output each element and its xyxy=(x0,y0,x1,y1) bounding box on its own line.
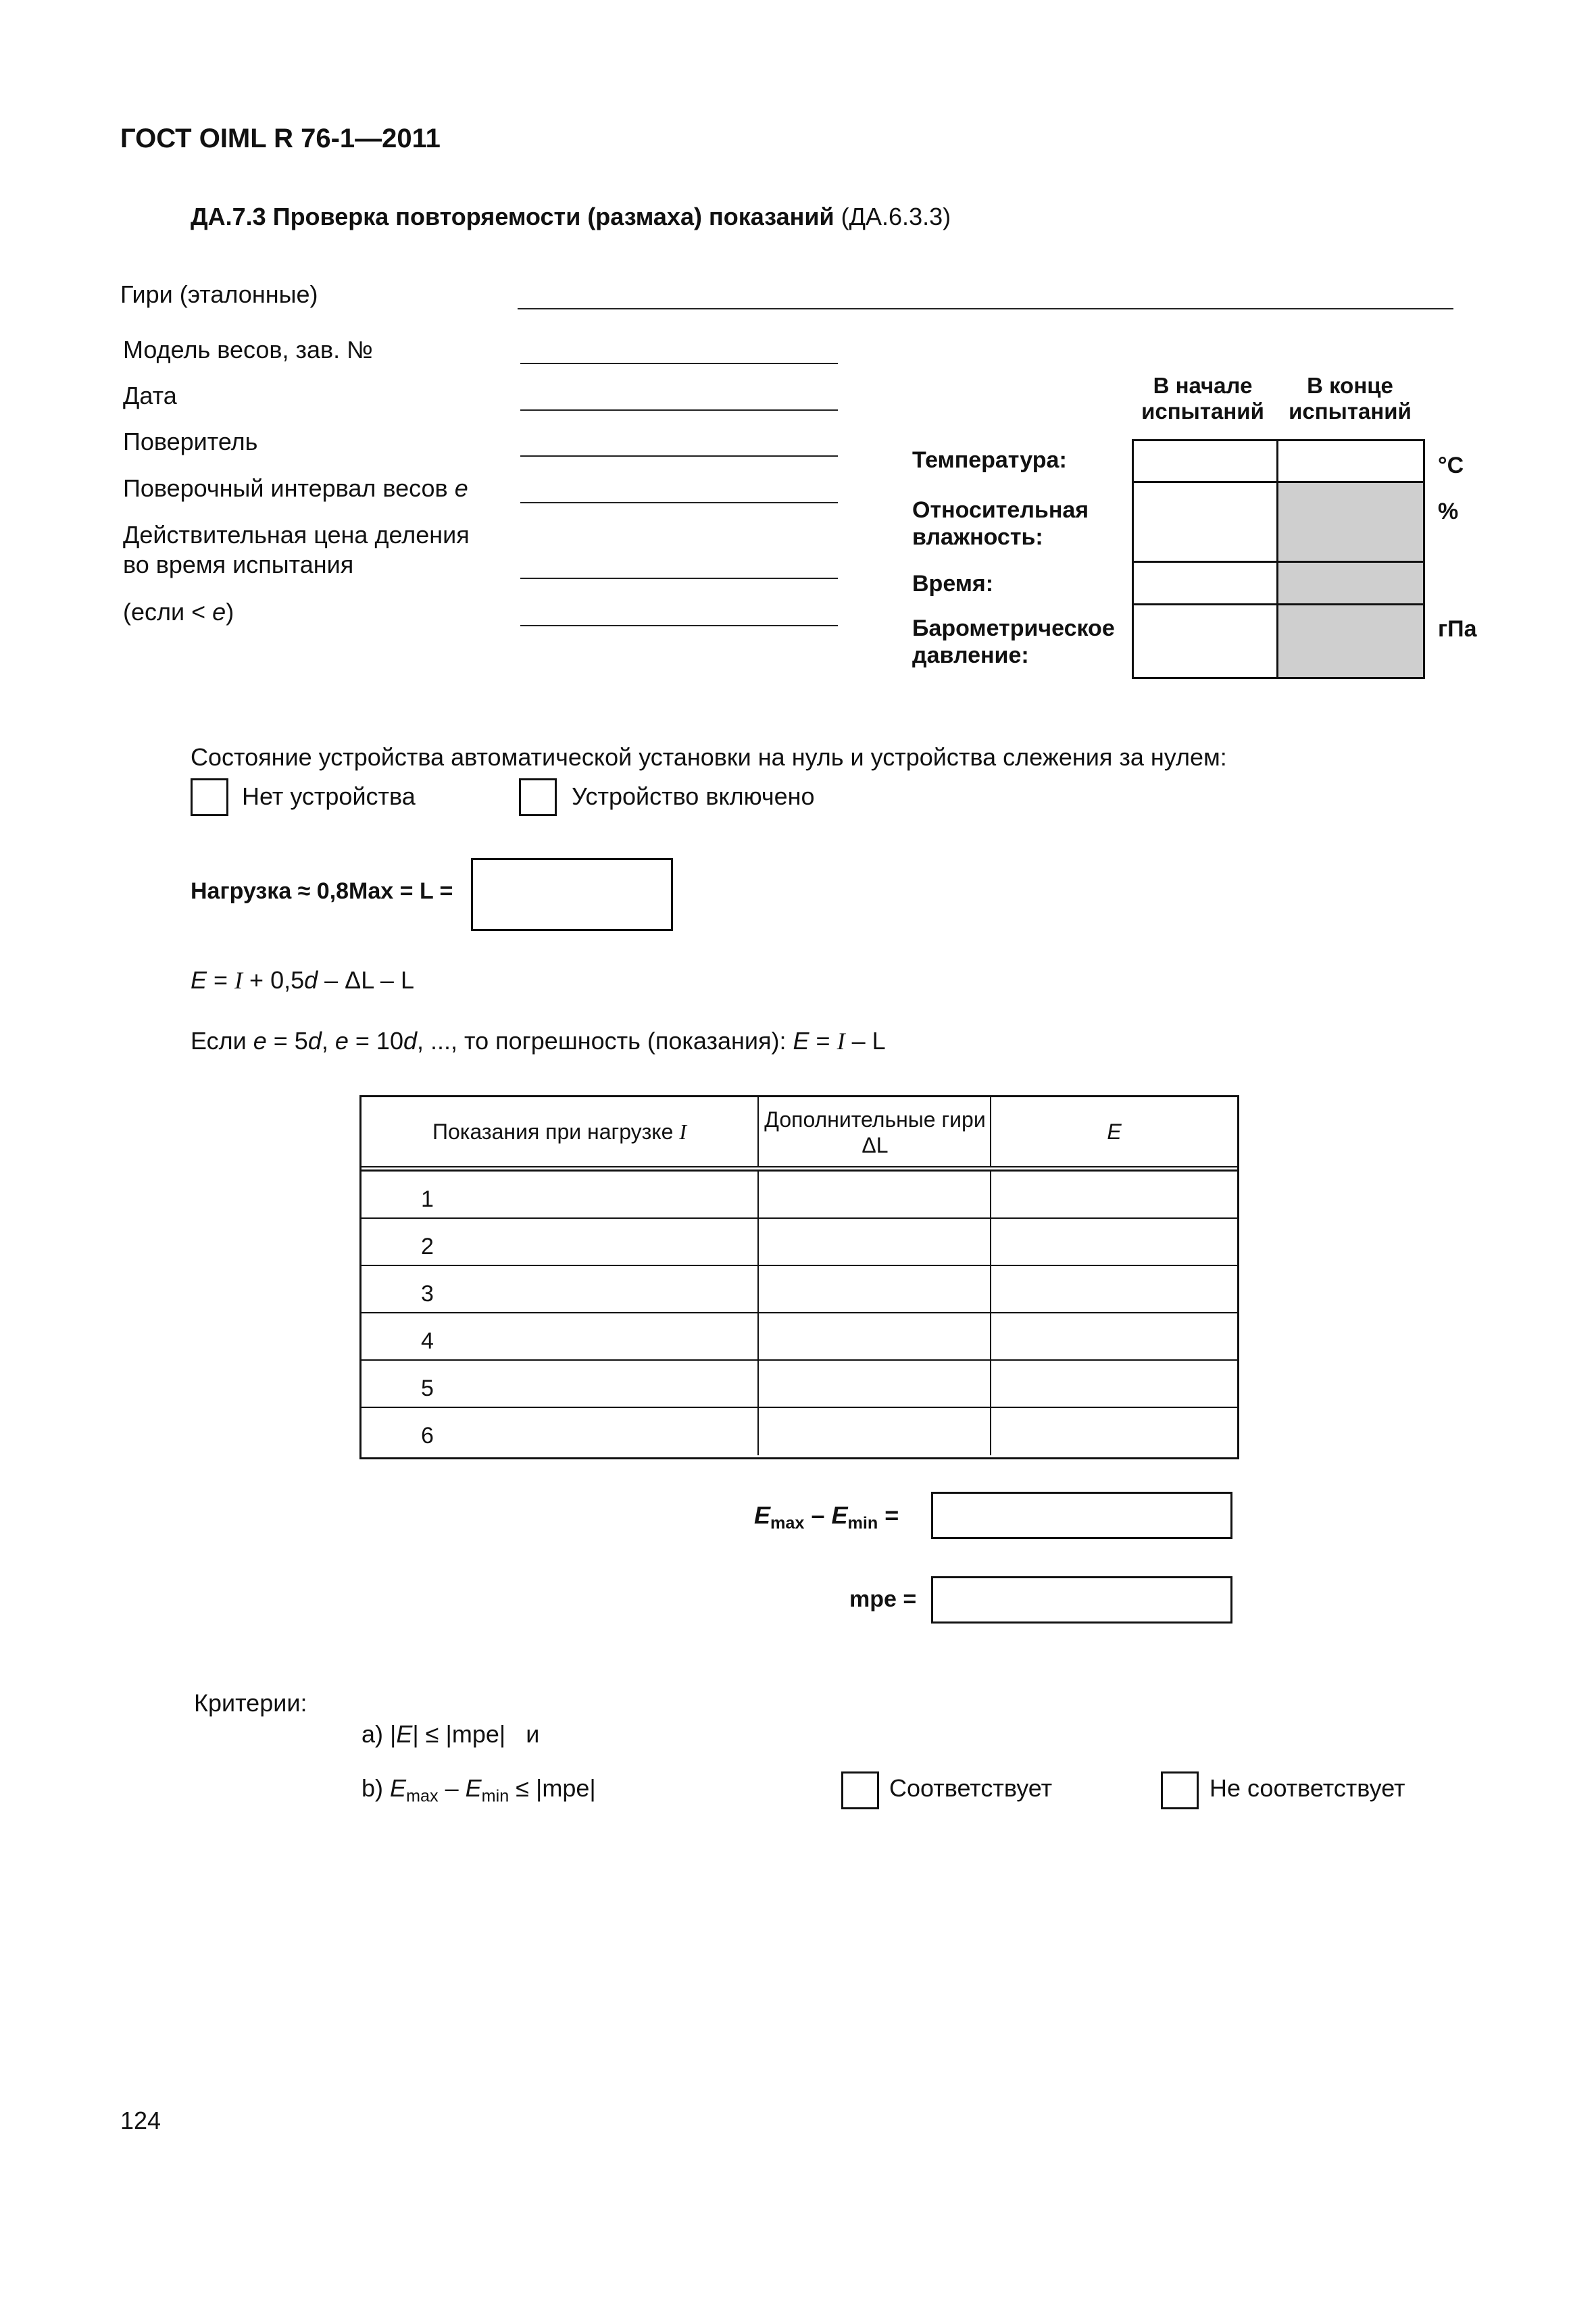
additional-weight-cell[interactable] xyxy=(759,1219,991,1265)
f2-d1: d xyxy=(307,1027,322,1055)
f2-p4: = 10 xyxy=(348,1027,403,1055)
header-readings xyxy=(361,1097,759,1166)
crit-b-rest: ≤ |mpe| xyxy=(509,1774,596,1802)
temperature-start-cell[interactable] xyxy=(1134,441,1278,483)
model-label: Модель весов, зав. № xyxy=(123,336,373,363)
f2-p3: , xyxy=(321,1027,335,1055)
error-cell[interactable] xyxy=(991,1361,1237,1407)
error-cell[interactable] xyxy=(991,1313,1237,1359)
header-readings-text: Показания при нагрузке xyxy=(432,1119,674,1144)
if-less-variable: e xyxy=(212,598,226,626)
crit-b-s1: max xyxy=(406,1786,439,1806)
time-label: Время: xyxy=(912,571,994,597)
load-value-field[interactable] xyxy=(471,858,673,931)
f2-p2: = 5 xyxy=(266,1027,308,1055)
reading-number: 6 xyxy=(361,1408,759,1455)
device-on-checkbox[interactable] xyxy=(519,778,557,816)
actual-division-label-line2: во время испытания xyxy=(123,551,354,578)
section-title xyxy=(191,203,951,231)
fail-checkbox[interactable] xyxy=(1161,1771,1199,1809)
interval-variable: e xyxy=(454,474,468,502)
results-eq: = xyxy=(878,1501,899,1529)
error-cell[interactable] xyxy=(991,1408,1237,1455)
fail-label: Не соответствует xyxy=(1210,1774,1405,1802)
document-code: ГОСТ OIML R 76-1—2011 xyxy=(120,124,441,153)
crit-b-e2: E xyxy=(465,1774,482,1802)
formula1-rest1: = xyxy=(207,966,235,994)
pass-checkbox[interactable] xyxy=(841,1771,879,1809)
formula-error xyxy=(191,966,414,995)
formula-condition xyxy=(191,1027,886,1055)
zero-device-label: Состояние устройства автоматической установки на нуль и устройства слежения за нулем: xyxy=(191,743,1227,771)
table-row xyxy=(361,1313,1237,1361)
formula1-e: E xyxy=(191,966,207,994)
formula1-rest2: + 0,5 xyxy=(243,966,305,994)
pressure-end-cell xyxy=(1278,605,1423,677)
crit-a-rest: | ≤ |mpe| и xyxy=(412,1720,540,1748)
header-additional-weights: Дополнительные гири ΔL xyxy=(764,1107,986,1157)
f2-e1: e xyxy=(253,1027,267,1055)
time-end-cell xyxy=(1278,563,1423,605)
header-divider xyxy=(361,1166,1237,1167)
header-readings-var: I xyxy=(679,1119,687,1144)
if-less-label xyxy=(123,598,234,626)
criterion-a xyxy=(361,1720,539,1749)
emax-emin-field[interactable] xyxy=(931,1492,1232,1539)
pressure-start-cell[interactable] xyxy=(1134,605,1278,677)
humidity-unit: % xyxy=(1438,499,1459,524)
col-end-header: В конце испытаний xyxy=(1289,373,1412,424)
f2-p1: Если xyxy=(191,1027,253,1055)
formula1-i: I xyxy=(234,967,243,994)
device-on-label: Устройство включено xyxy=(572,782,815,810)
actual-division-label-line1: Действительная цена деления xyxy=(123,521,470,549)
formula1-rest3: – ΔL – L xyxy=(318,966,414,994)
model-field[interactable] xyxy=(520,363,838,364)
conditions-grid xyxy=(1132,439,1425,679)
header-col2-border xyxy=(759,1097,991,1166)
crit-b-s2: min xyxy=(481,1786,509,1806)
table-row xyxy=(361,1408,1237,1455)
time-start-cell[interactable] xyxy=(1134,563,1278,605)
readings-table xyxy=(359,1095,1239,1459)
additional-weight-cell[interactable] xyxy=(759,1361,991,1407)
reading-number: 2 xyxy=(361,1219,759,1265)
f2-p7: – L xyxy=(845,1027,886,1055)
f2-p6: = xyxy=(809,1027,837,1055)
humidity-start-cell[interactable] xyxy=(1134,483,1278,563)
table-row xyxy=(361,1266,1237,1313)
date-field[interactable] xyxy=(520,409,838,411)
humidity-end-cell xyxy=(1278,483,1423,563)
col-start-header: В начале испытаний xyxy=(1141,373,1264,424)
temperature-end-cell[interactable] xyxy=(1278,441,1423,483)
pressure-label: Барометрическое давление: xyxy=(912,615,1115,668)
page-number: 124 xyxy=(120,2107,161,2134)
humidity-label: Относительная влажность: xyxy=(912,497,1089,550)
error-cell[interactable] xyxy=(991,1266,1237,1312)
actual-division-field[interactable] xyxy=(520,578,838,579)
results-dash: – xyxy=(804,1501,832,1529)
interval-label xyxy=(123,474,468,503)
section-reference: (ДА.6.3.3) xyxy=(841,203,951,230)
verifier-field[interactable] xyxy=(520,455,838,457)
emin-sub: min xyxy=(847,1513,878,1533)
verifier-label: Поверитель xyxy=(123,428,258,455)
additional-weight-cell[interactable] xyxy=(759,1172,991,1217)
emin-var: E xyxy=(831,1501,848,1529)
pass-label: Соответствует xyxy=(889,1774,1053,1802)
if-less-text: (если < xyxy=(123,598,206,626)
criteria-label: Критерии: xyxy=(194,1689,307,1717)
pressure-unit: гПа xyxy=(1438,616,1477,642)
no-device-checkbox[interactable] xyxy=(191,778,228,816)
temperature-label: Температура: xyxy=(912,447,1067,473)
no-device-label: Нет устройства xyxy=(242,782,416,810)
reading-number: 3 xyxy=(361,1266,759,1312)
crit-b-prefix: b) xyxy=(361,1774,391,1802)
weights-field[interactable] xyxy=(518,308,1453,309)
emax-sub: max xyxy=(770,1513,805,1533)
crit-b-e1: E xyxy=(390,1774,407,1802)
emax-var: E xyxy=(754,1501,771,1529)
error-cell[interactable] xyxy=(991,1172,1237,1217)
f2-p5: , ..., то погрешность (показания): xyxy=(417,1027,793,1055)
error-cell[interactable] xyxy=(991,1219,1237,1265)
temperature-unit: °C xyxy=(1438,453,1464,478)
reading-number: 1 xyxy=(361,1172,759,1217)
if-less-close: ) xyxy=(226,598,234,626)
f2-d2: d xyxy=(403,1027,418,1055)
additional-weight-cell[interactable] xyxy=(759,1313,991,1359)
date-label: Дата xyxy=(123,382,177,409)
crit-b-mid: – xyxy=(438,1774,466,1802)
emax-emin-label xyxy=(754,1501,899,1534)
weights-label: Гири (эталонные) xyxy=(120,280,318,308)
interval-field[interactable] xyxy=(520,502,838,503)
reading-number: 4 xyxy=(361,1313,759,1359)
interval-text: Поверочный интервал весов xyxy=(123,474,448,502)
crit-a-prefix: a) | xyxy=(361,1720,397,1748)
section-title-text: ДА.7.3 Проверка повторяемости (размаха) показаний xyxy=(191,203,834,230)
f2-I: I xyxy=(837,1028,845,1055)
table-row xyxy=(361,1219,1237,1266)
table-row xyxy=(361,1361,1237,1408)
header-error: E xyxy=(1107,1119,1122,1144)
criterion-b xyxy=(361,1774,596,1807)
f2-e2: e xyxy=(334,1027,349,1055)
additional-weight-cell[interactable] xyxy=(759,1266,991,1312)
reading-number: 5 xyxy=(361,1361,759,1407)
if-less-field[interactable] xyxy=(520,625,838,626)
additional-weight-cell[interactable] xyxy=(759,1408,991,1455)
f2-E: E xyxy=(793,1027,809,1055)
mpe-label: mpe = xyxy=(849,1586,917,1612)
table-row xyxy=(361,1172,1237,1219)
crit-a-var: E xyxy=(396,1720,413,1748)
mpe-field[interactable] xyxy=(931,1576,1232,1624)
load-label: Нагрузка ≈ 0,8Max = L = xyxy=(191,878,453,904)
formula1-d: d xyxy=(304,966,318,994)
